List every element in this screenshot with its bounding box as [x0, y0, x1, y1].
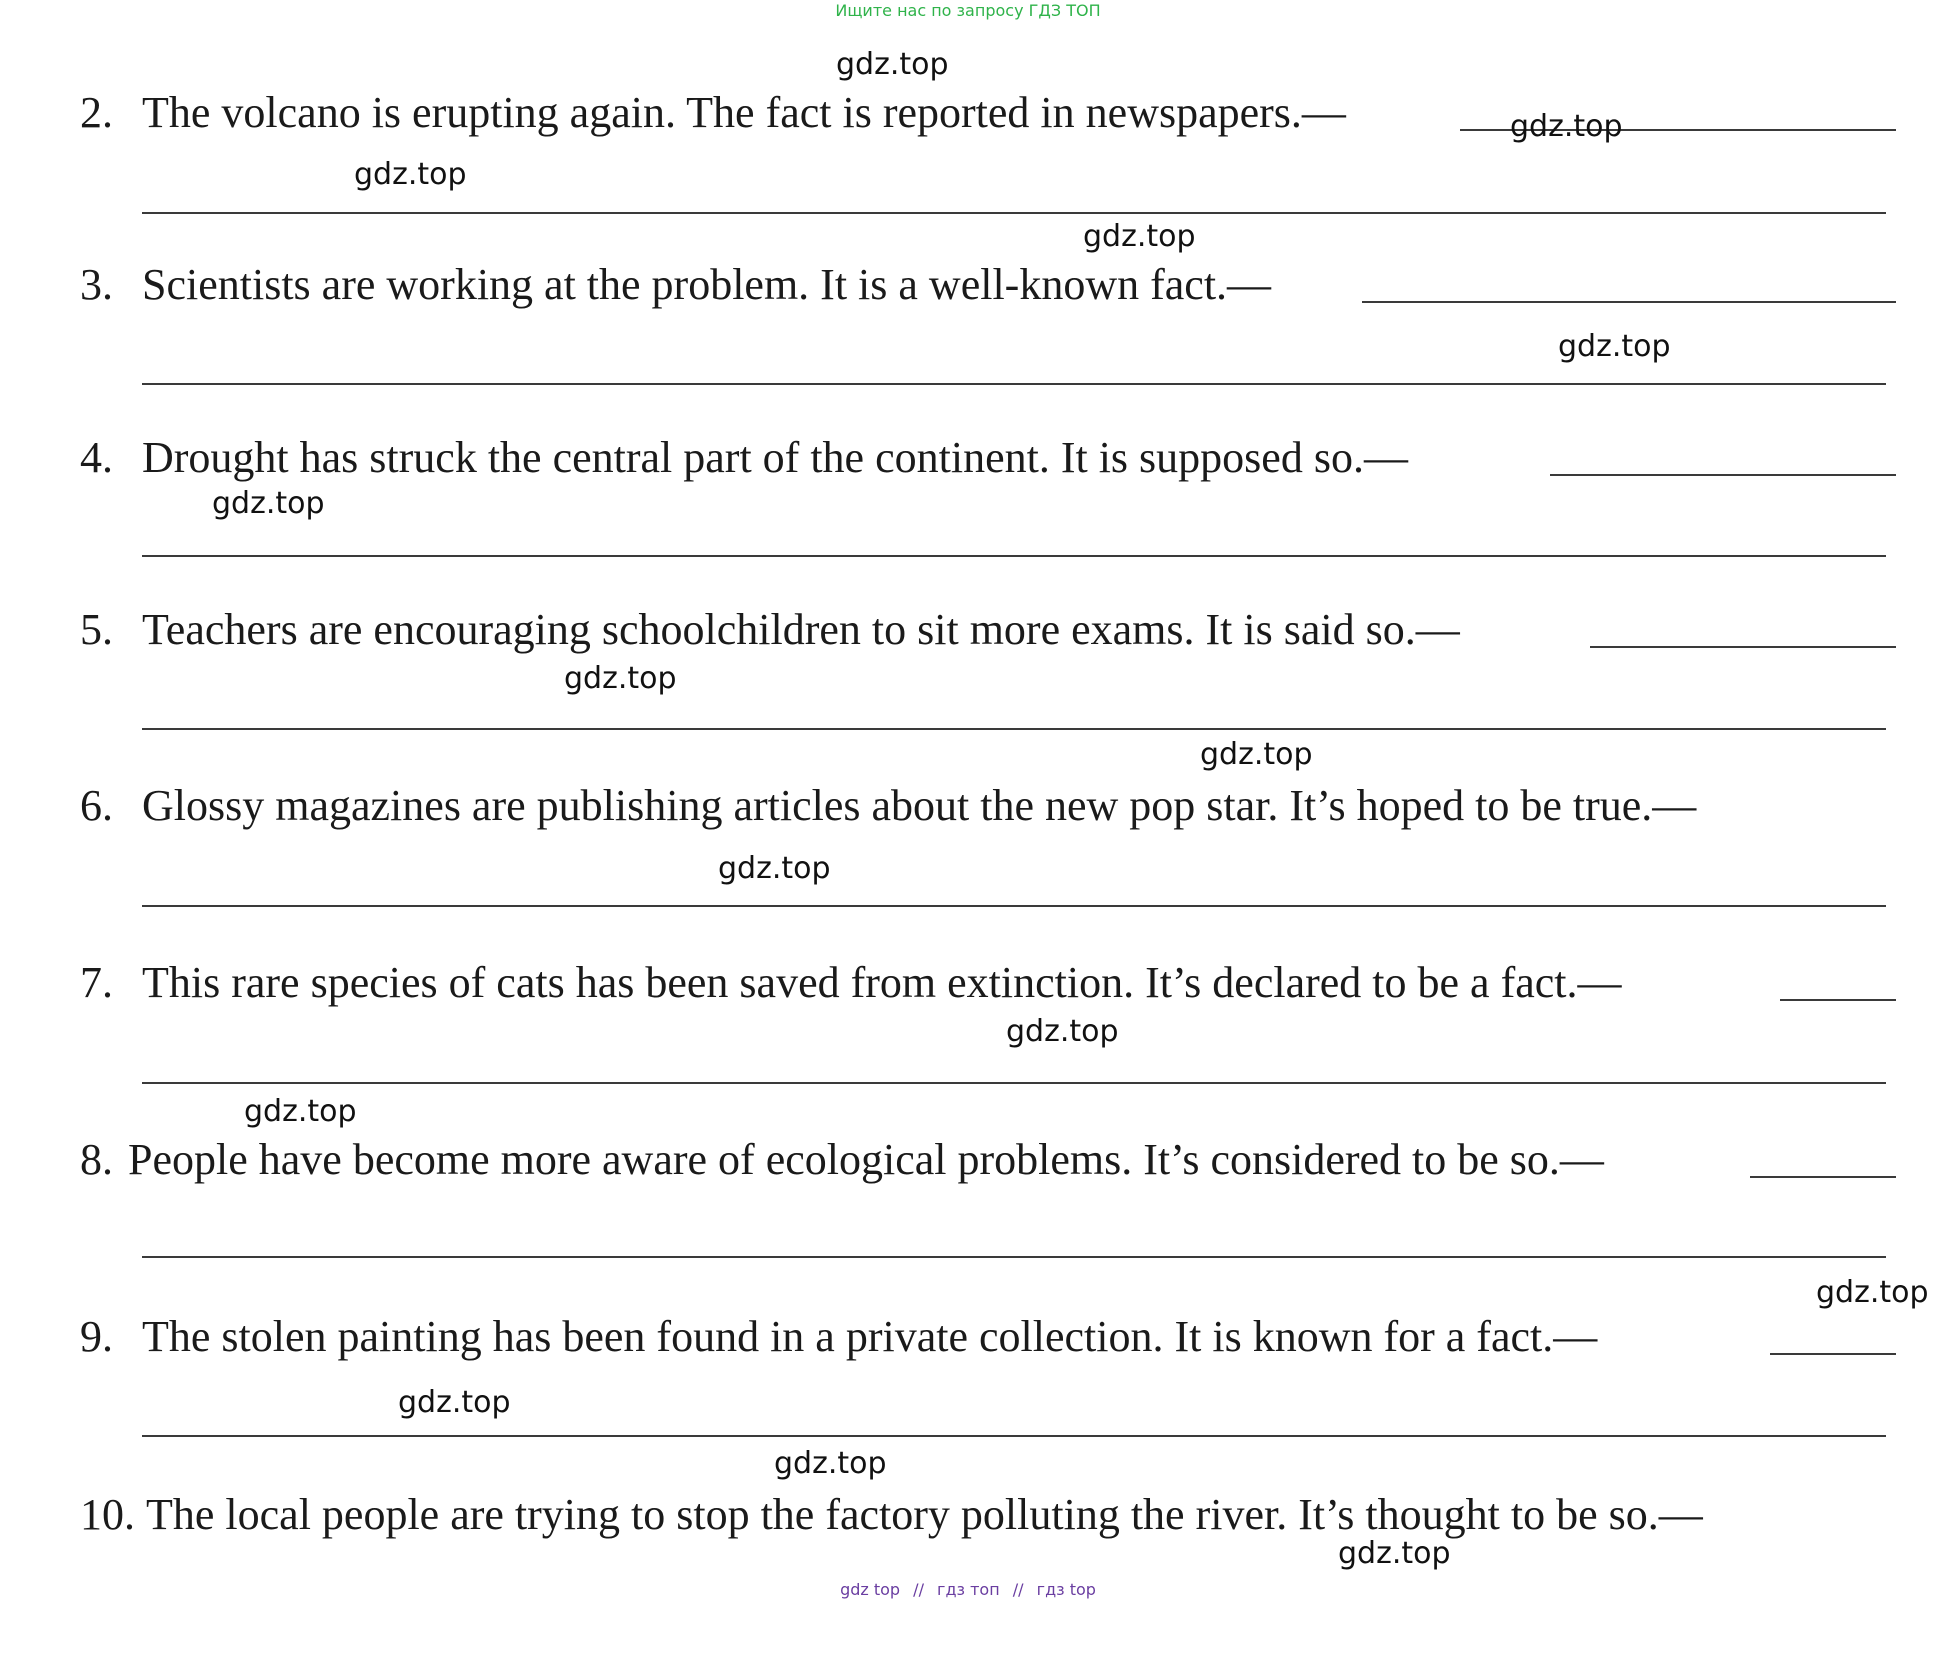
footer-link[interactable]: гдз top [1036, 1580, 1096, 1599]
watermark-label: gdz.top [836, 47, 949, 82]
watermark-label: gdz.top [1558, 329, 1671, 364]
watermark-label: gdz.top [1338, 1536, 1451, 1571]
exercise-sentence [80, 430, 1408, 486]
exercise-text: The stolen painting has been found in a private collection. It is known for a fact.— [142, 1312, 1598, 1361]
watermark-label: gdz.top [1006, 1014, 1119, 1049]
answer-line[interactable] [142, 212, 1886, 214]
answer-line[interactable] [142, 728, 1886, 730]
answer-line[interactable] [142, 905, 1886, 907]
exercise-item-8 [0, 1132, 1936, 1302]
exercise-item-10 [0, 1487, 1936, 1657]
exercise-sentence [80, 602, 1460, 658]
exercise-text: Teachers are encouraging schoolchildren to sit more exams. It is said so.— [142, 605, 1460, 654]
exercise-number: 9. [80, 1312, 113, 1361]
footer-links [0, 1580, 1936, 1600]
search-hint-banner: Ищите нас по запросу ГДЗ ТОП [835, 1, 1101, 20]
exercise-text: People have become more aware of ecological problems. It’s considered to be so.— [128, 1135, 1604, 1184]
answer-line[interactable] [142, 555, 1886, 557]
watermark-label: gdz.top [1200, 737, 1313, 772]
footer-separator: // [1012, 1580, 1024, 1599]
exercise-text: The local people are trying to stop the factory polluting the river. It’s thought to be so.— [146, 1490, 1703, 1539]
exercise-number: 10. [80, 1490, 135, 1539]
exercise-number: 6. [80, 781, 113, 830]
exercise-number: 2. [80, 88, 113, 137]
exercise-sentence [80, 955, 1622, 1011]
answer-line[interactable] [142, 1256, 1886, 1258]
watermark-label: gdz.top [398, 1385, 511, 1420]
exercise-text: Glossy magazines are publishing articles about the new pop star. It’s hoped to be true.— [142, 781, 1697, 830]
footer-link[interactable]: гдз топ [937, 1580, 1000, 1599]
exercise-text: Scientists are working at the problem. It is a well-known fact.— [142, 260, 1272, 309]
exercise-item-5 [0, 602, 1936, 772]
answer-line[interactable] [1590, 646, 1896, 648]
answer-line[interactable] [142, 383, 1886, 385]
exercise-number: 8. [80, 1135, 113, 1184]
watermark-label: gdz.top [1510, 109, 1623, 144]
answer-line[interactable] [1770, 1353, 1896, 1355]
exercise-sentence [80, 778, 1696, 834]
answer-line[interactable] [1750, 1176, 1896, 1178]
answer-line[interactable] [142, 1082, 1886, 1084]
watermark-label: gdz.top [1816, 1275, 1929, 1310]
exercise-sentence [80, 1309, 1597, 1365]
watermark-label: gdz.top [564, 661, 677, 696]
exercise-number: 3. [80, 260, 113, 309]
exercise-item-9 [0, 1309, 1936, 1479]
answer-line[interactable] [1550, 474, 1896, 476]
exercise-text: The volcano is erupting again. The fact is reported in newspapers.— [142, 88, 1346, 137]
watermark-label: gdz.top [212, 486, 325, 521]
exercise-number: 7. [80, 958, 113, 1007]
exercise-item-2 [0, 85, 1936, 255]
footer-separator: // [913, 1580, 924, 1599]
watermark-label: gdz.top [718, 851, 831, 886]
exercise-sentence [80, 1487, 1703, 1543]
exercise-sentence [80, 1132, 1604, 1188]
exercise-text: Drought has struck the central part of the continent. It is supposed so.— [142, 433, 1408, 482]
exercise-sentence [80, 257, 1271, 313]
exercise-number: 5. [80, 605, 113, 654]
watermark-label: gdz.top [1083, 219, 1196, 254]
exercise-text: This rare species of cats has been saved from extinction. It’s declared to be a fact.— [142, 958, 1622, 1007]
watermark-label: gdz.top [774, 1446, 887, 1481]
footer-link[interactable]: gdz top [840, 1580, 901, 1599]
exercise-sentence [80, 85, 1346, 141]
answer-line[interactable] [142, 1435, 1886, 1437]
exercise-item-6 [0, 778, 1936, 948]
exercise-number: 4. [80, 433, 113, 482]
watermark-label: gdz.top [354, 157, 467, 192]
answer-line[interactable] [1780, 999, 1896, 1001]
watermark-label: gdz.top [244, 1094, 357, 1129]
answer-line[interactable] [1362, 301, 1896, 303]
